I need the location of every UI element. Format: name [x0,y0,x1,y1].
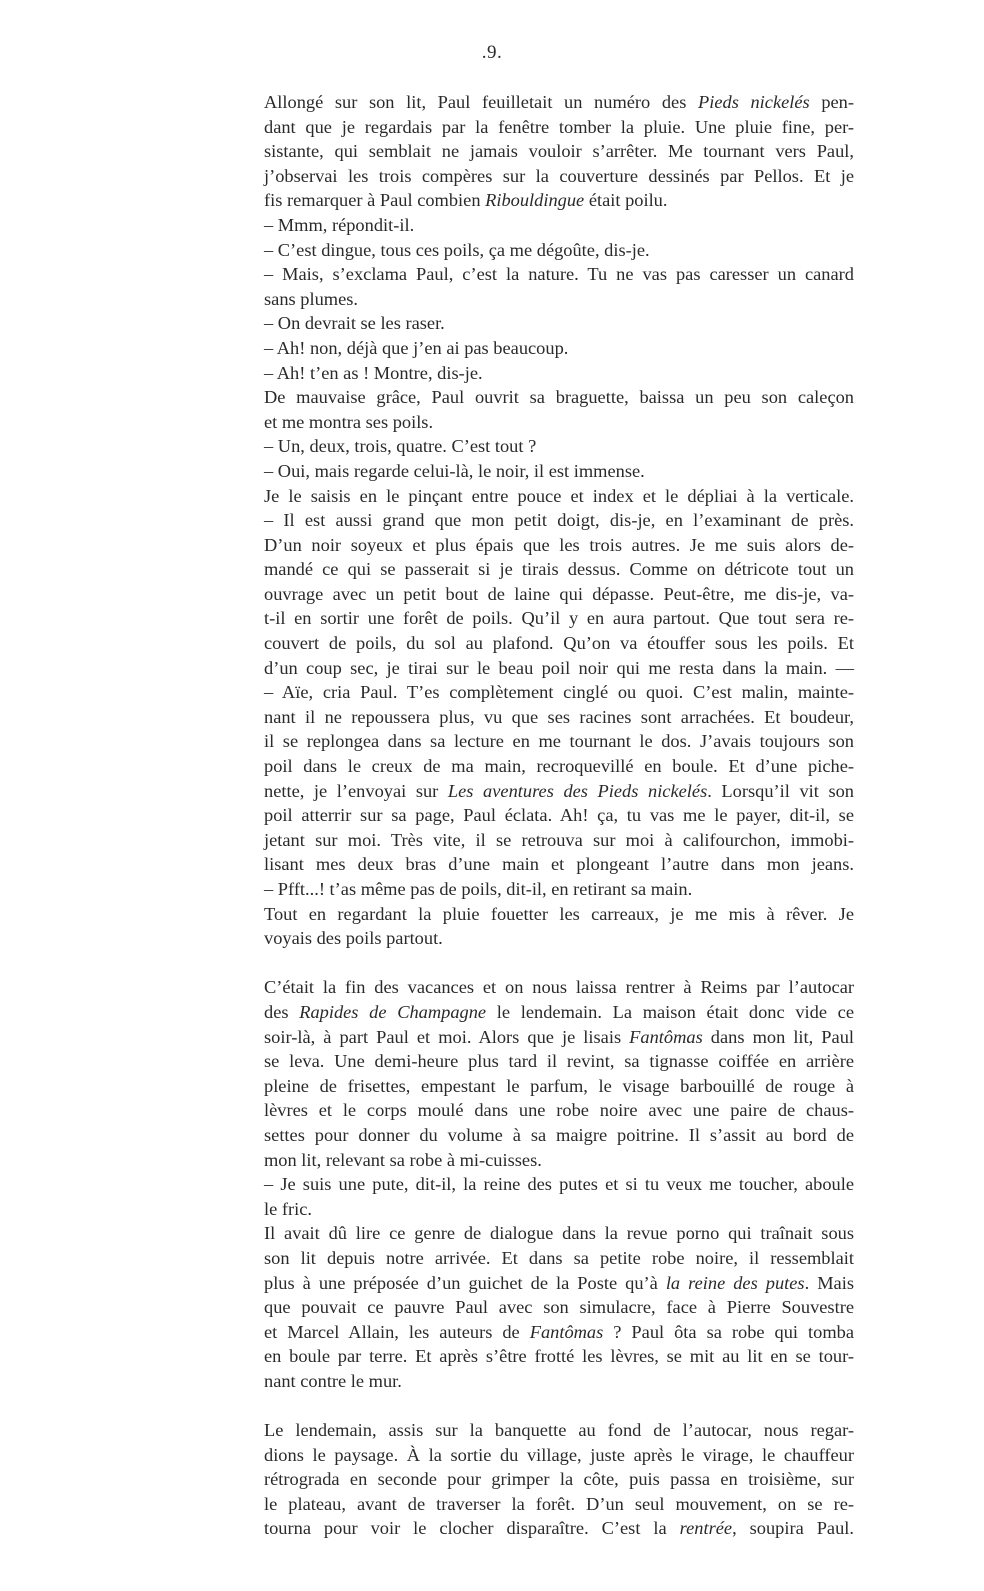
text-line: j’observai les trois compères sur la couverture dessinés par Pellos. Et je [264,165,854,186]
text-line: t-il en sortir une forêt de poils. Qu’il y en aura partout. Que tout sera re- [264,608,854,629]
page-number: .9. [481,42,503,63]
text-line: le plateau, avant de traverser la forêt. D’un seul mouvement, on se re- [264,1493,854,1514]
italic-title: Rapides de Champagne [299,1001,487,1022]
text-line: – On devrait se les raser. [264,313,445,334]
text-line: lèvres et le corps moulé dans une robe noire avec une paire de chaus- [264,1100,854,1121]
text-line: mon lit, relevant sa robe à mi-cuisses. [264,1149,542,1170]
text-line: – Oui, mais regarde celui-là, le noir, il est immense. [264,460,645,481]
italic-title: Ribouldingue [485,190,585,211]
text-line: De mauvaise grâce, Paul ouvrit sa braguette, baissa un peu son caleçon [264,387,854,408]
text-line: – Mmm, répondit-il. [264,214,415,235]
text-line: – Il est aussi grand que mon petit doigt, dis-je, en l’examinant de près. [264,510,854,531]
text-line: soir-là, à part Paul et moi. Alors que je lisais Fantômas dans mon lit, Paul [264,1026,854,1047]
text-line: sistante, qui semblait ne jamais vouloir s’arrêter. Me tournant vers Paul, [264,141,854,162]
text-line: se leva. Une demi-heure plus tard il revint, sa tignasse coiffée en arrière [264,1051,854,1072]
paragraph-break [264,951,854,976]
text-line: D’un noir soyeux et plus épais que les trois autres. Je me suis alors de- [264,534,854,555]
text-line: des Rapides de Champagne le lendemain. La maison était donc vide ce [264,1001,854,1022]
text-line: – Aïe, cria Paul. T’es complètement cinglé ou quoi. C’est malin, mainte- [264,682,854,703]
italic-title: Fantômas [629,1026,703,1047]
text-line: voyais des poils partout. [264,928,443,949]
text-line: – Je suis une pute, dit-il, la reine des putes et si tu veux me toucher, aboule [264,1174,854,1195]
text-line: que pouvait ce pauvre Paul avec son simulacre, face à Pierre Souvestre [264,1297,854,1318]
italic-title: Fantômas [529,1321,604,1342]
text-line: lisant mes deux bras d’une main et plongeant l’autre dans mon jeans. [264,854,854,875]
text-line: pleine de frisettes, empestant le parfum, le visage barbouillé de rouge à [264,1075,854,1096]
paragraph-break [264,1393,854,1418]
text-line: et Marcel Allain, les auteurs de Fantômas ? Paul ôta sa robe qui tomba [264,1321,854,1342]
italic-title: rentrée [679,1518,733,1539]
text-line: poil dans le creux de ma main, recroquevillé en boule. Et d’une piche- [264,756,854,777]
text-line: settes pour donner du volume à sa maigre poitrine. Il s’assit au bord de [264,1124,854,1145]
text-line: son lit depuis notre arrivée. Et dans sa petite robe noire, il ressemblait [264,1247,854,1268]
text-line: couvert de poils, du sol au plafond. Qu’on va étouffer sous les poils. Et [264,633,854,654]
text-line: tourna pour voir le clocher disparaître. C’est la rentrée, soupira Paul. [264,1518,854,1539]
text-line: en boule par terre. Et après s’être frotté les lèvres, se mit au lit en se tour- [264,1346,854,1367]
text-line: jetant sur moi. Très vite, il se retrouva sur moi à califourchon, immobi- [264,829,854,850]
text-line: rétrograda en seconde pour grimper la côte, puis passa en troisième, sur [264,1469,854,1490]
text-line: C’était la fin des vacances et on nous laissa rentrer à Reims par l’autocar [264,977,854,998]
text-line: ouvrage avec un petit bout de laine qui dépasse. Peut-être, me dis-je, va- [264,583,854,604]
italic-title: la reine des putes [665,1272,805,1293]
text-line: il se replongea dans sa lecture en me tournant le dos. J’avais toujours son [264,731,854,752]
text-line: Il avait dû lire ce genre de dialogue dans la revue porno qui traînait sous [264,1223,854,1244]
text-line: Allongé sur son lit, Paul feuilletait un numéro des Pieds nickelés pen- [264,92,854,112]
text-line: et me montra ses poils. [264,411,434,432]
text-line: Je le saisis en le pinçant entre pouce et index et le dépliai à la verticale. [264,485,854,506]
text-line: dions le paysage. À la sortie du village, juste après le virage, le chauffeur [264,1444,854,1465]
text-line: Tout en regardant la pluie fouetter les carreaux, je me mis à rêver. Je [264,903,854,924]
text-line: – Ah! t’en as ! Montre, dis-je. [264,362,483,383]
text-line: nant il ne repoussera plus, vu que ses racines sont arrachées. Et boudeur, [264,706,854,727]
italic-title: Pieds nickelés [698,92,810,112]
text-line: plus à une préposée d’un guichet de la Poste qu’à la reine des putes. Mais [264,1272,854,1293]
text-line: d’un coup sec, je tirai sur le beau poil noir qui me resta dans la main. — [264,657,854,678]
text-line: nant contre le mur. [264,1370,402,1391]
italic-title: Les aventures des Pieds nickelés [447,780,708,801]
text-line: nette, je l’envoyai sur Les aventures des Pieds nickelés. Lorsqu’il vit son [264,780,855,801]
text-line: poil atterrir sur sa page, Paul éclata. Ah! ça, tu vas me le payer, dit-il, se [264,805,854,826]
text-line: sans plumes. [264,288,358,309]
text-line: le fric. [264,1198,312,1219]
text-line: – Mais, s’exclama Paul, c’est la nature. Tu ne vas pas caresser un canard [264,264,854,285]
text-line: mandé ce qui se passerait si je tirais dessus. Comme on détricote tout un [264,559,854,580]
text-line: fis remarquer à Paul combien Ribouldingue était poilu. [264,190,668,211]
text-line: Le lendemain, assis sur la banquette au fond de l’autocar, nous regar- [264,1420,854,1441]
text-line: – Pfft...! t’as même pas de poils, dit-il, en retirant sa main. [264,879,693,899]
text-line: – Ah! non, déjà que j’en ai pas beaucoup. [264,337,569,358]
text-line: dant que je regardais par la fenêtre tomber la pluie. Une pluie fine, per- [264,116,854,137]
text-line: – C’est dingue, tous ces poils, ça me dégoûte, dis-je. [264,239,650,260]
body-text [264,90,854,1541]
text-line: – Un, deux, trois, quatre. C’est tout ? [264,436,537,457]
